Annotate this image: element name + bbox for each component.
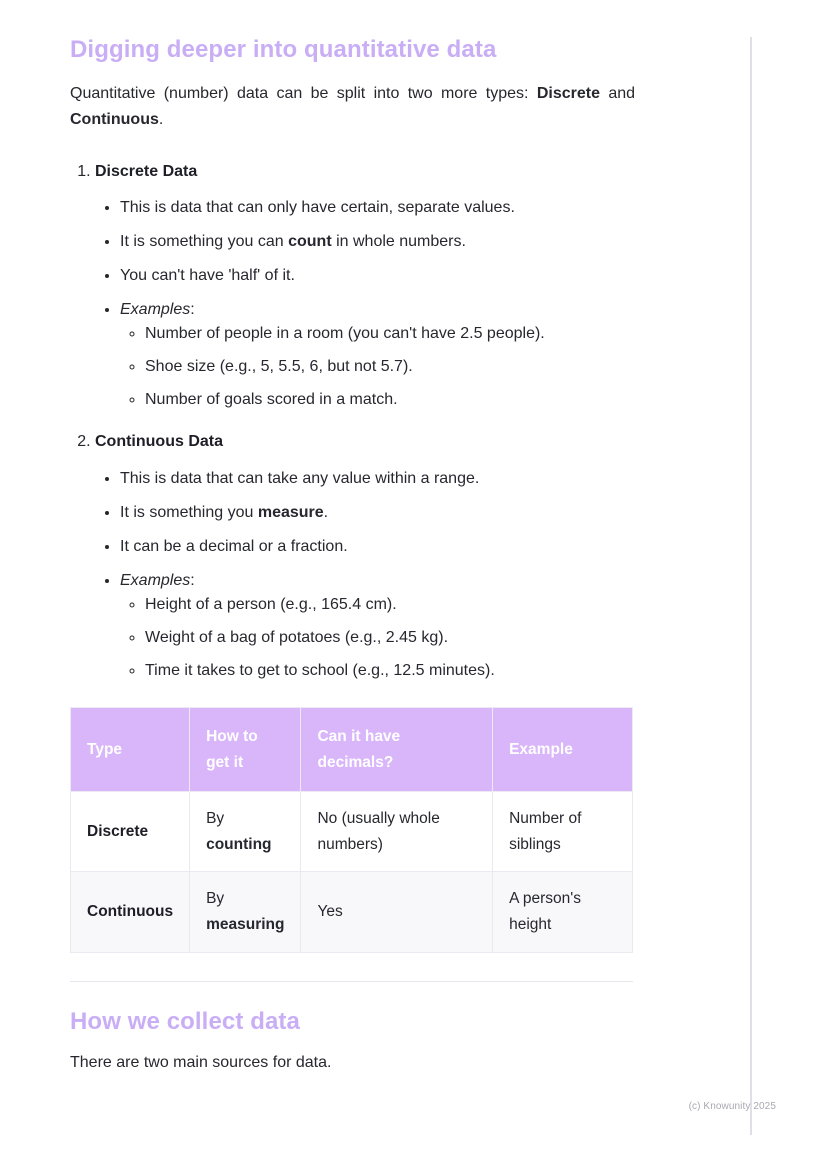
discrete-examples-list	[120, 322, 635, 412]
text-run-bold: Discrete	[536, 84, 600, 102]
discrete-data-item	[95, 160, 635, 413]
cell-type: Discrete	[71, 792, 190, 872]
cell-how-to-get-it	[190, 792, 301, 872]
page-edge-line	[750, 37, 752, 1135]
copyright-footer: (c) Knowunity 2025	[688, 1101, 776, 1112]
text-run: By	[206, 810, 225, 828]
section-title-collect: How we collect data	[70, 1007, 300, 1035]
text-run: This is data that can take any value within a range.	[120, 470, 480, 488]
bullet-item	[120, 230, 635, 254]
example-item: ◦ Shoe size (e.g., 5, 5.5, 6, but not 5.7).	[145, 355, 635, 379]
header-cell-example: Example	[493, 708, 633, 792]
example-item: ◦ Height of a person (e.g., 165.4 cm).	[145, 593, 635, 617]
header-cell-how-to-get-it: How to get it	[190, 708, 301, 792]
collect-data-paragraph: There are two main sources for data.	[70, 1054, 332, 1072]
example-item: ◦ Weight of a bag of potatoes (e.g., 2.45 kg).	[145, 626, 635, 650]
text-run-bold: count	[288, 233, 332, 251]
bullet-item	[120, 467, 635, 491]
text-run-bold: Continuous	[70, 111, 159, 129]
cell-example: Number of siblings	[493, 792, 633, 872]
text-run-bold: measure	[257, 504, 324, 522]
examples-label: Examples	[120, 572, 191, 590]
text-run: It is something you	[120, 504, 258, 522]
section-title-quantitative: Digging deeper into quantitative data	[70, 36, 497, 63]
text-run: .	[158, 111, 164, 129]
bullet-item	[120, 196, 635, 220]
data-comparison-table	[70, 707, 633, 952]
text-run: in whole numbers.	[331, 233, 466, 251]
table-header-row	[71, 708, 633, 792]
text-run: You can't have 'half' of it.	[120, 267, 295, 285]
table-row-discrete	[71, 792, 633, 872]
document-content	[70, 36, 635, 1077]
text-run: Quantitative (number) data can be split into two more types:	[70, 84, 537, 102]
text-run-bold: counting	[206, 835, 272, 853]
text-run: :	[190, 572, 195, 590]
section-divider	[70, 981, 633, 982]
item-heading-discrete: Discrete Data	[95, 162, 198, 180]
bullet-item	[120, 535, 635, 559]
example-item: ◦ Number of people in a room (you can't have 2.5 people).	[145, 322, 635, 346]
cell-example: A person's height	[493, 872, 633, 952]
data-types-list	[70, 160, 635, 684]
text-run-bold: measuring	[206, 915, 285, 933]
continuous-data-item	[95, 430, 635, 683]
text-run: It is something you can	[120, 233, 289, 251]
text-run: and	[599, 84, 636, 102]
intro-paragraph	[70, 81, 635, 134]
text-run: :	[190, 301, 195, 319]
example-item: ◦ Number of goals scored in a match.	[145, 388, 635, 412]
cell-how-to-get-it	[190, 872, 301, 952]
continuous-bullets	[95, 467, 635, 683]
examples-label: Examples	[120, 301, 191, 319]
text-run: It can be a decimal or a fraction.	[120, 538, 348, 556]
example-item: ◦ Time it takes to get to school (e.g., 12.5 minutes).	[145, 659, 635, 683]
cell-decimals: No (usually whole numbers)	[301, 792, 493, 872]
header-cell-decimals: Can it have decimals?	[301, 708, 493, 792]
table-row-continuous	[71, 872, 633, 952]
text-run: This is data that can only have certain, separate values.	[120, 199, 515, 217]
text-run: By	[206, 890, 225, 908]
bullet-item	[120, 501, 635, 525]
header-cell-type: Type	[71, 708, 190, 792]
item-heading-continuous: Continuous Data	[95, 433, 223, 451]
cell-type: Continuous	[71, 872, 190, 952]
bullet-item-examples	[120, 298, 635, 412]
bullet-item	[120, 264, 635, 288]
bullet-item-examples	[120, 569, 635, 683]
cell-decimals: Yes	[301, 872, 493, 952]
text-run: .	[323, 504, 329, 522]
continuous-examples-list	[120, 593, 635, 683]
discrete-bullets	[95, 196, 635, 412]
